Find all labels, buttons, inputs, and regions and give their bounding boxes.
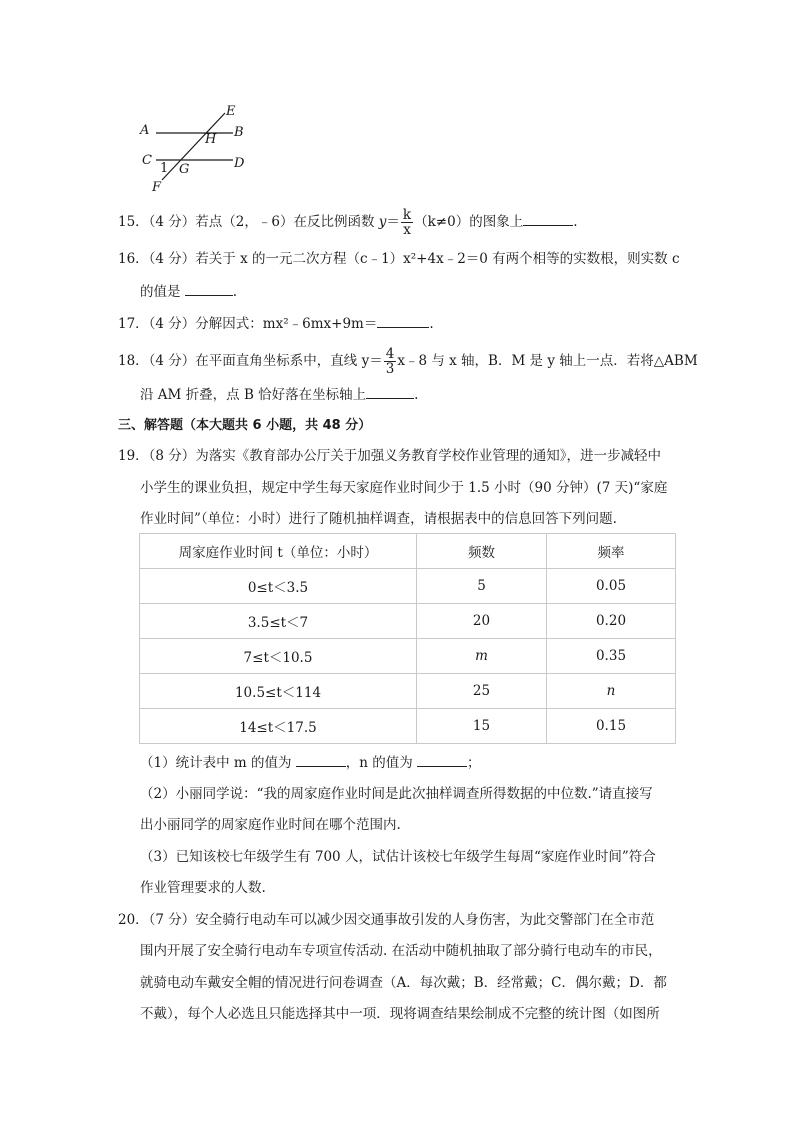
table-cell: 10.5≤t＜114: [140, 674, 417, 709]
question-15: 15．（4 分）若点（2，﹣6）在反比例函数 y＝ $\frac{k}{x}$ （k≠0）的图象上 .: [118, 207, 578, 238]
table-cell: 5: [417, 569, 547, 604]
label-angle-1: 1: [160, 161, 169, 176]
table-cell: 7≤t＜10.5: [140, 639, 417, 674]
question-16-line2: 的值是 .: [140, 281, 237, 302]
table-header-cell: 周家庭作业时间 t（单位：小时）: [140, 534, 417, 569]
table-header-row: [140, 534, 676, 569]
table-cell: 14≤t＜17.5: [140, 709, 417, 744]
question-17: 17．（4 分）分解因式：mx²﹣6mx+9m＝ .: [118, 313, 434, 334]
answer-blank-16[interactable]: [185, 281, 233, 296]
table-row: [140, 639, 676, 674]
question-19-sub3-line1: （3）已知该校七年级学生有 700 人，试估计该校七年级学生每周“家庭作业时间”符合: [140, 849, 656, 865]
question-19-sub2-line2: 出小丽同学的周家庭作业时间在哪个范围内.: [140, 817, 401, 833]
table-cell: 3.5≤t＜7: [140, 604, 417, 639]
fraction-4-over-3: $\frac{4}{3}$: [385, 346, 395, 377]
answer-blank-18[interactable]: [366, 384, 414, 399]
question-20-line4: 不戴），每个人必选且只能选择其中一项．现将调查结果绘制成不完整的统计图（如图所: [140, 1006, 660, 1022]
question-19-line2: 小学生的课业负担，规定中学生每天家庭作业时间少于 1.5 小时（90 分钟）(7 天)“家庭: [140, 480, 668, 496]
question-19-sub1: （1）统计表中 m 的值为 ，n 的值为 ；: [140, 752, 481, 773]
table-row: [140, 569, 676, 604]
label-C: C: [142, 153, 152, 168]
label-F: F: [152, 180, 162, 195]
table-row: [140, 604, 676, 639]
table-header-cell: 频率: [547, 534, 676, 569]
label-A: A: [140, 123, 150, 138]
table-row: [140, 709, 676, 744]
label-D: D: [234, 156, 245, 171]
section-header-3: 三、解答题（本大题共 6 小题，共 48 分）: [118, 418, 372, 433]
geometry-diagram: [130, 98, 260, 198]
table-cell: 0.05: [547, 569, 676, 604]
frequency-table: [139, 533, 676, 744]
fraction-k-over-x: $\frac{k}{x}$: [402, 207, 412, 238]
table-cell: n: [547, 674, 676, 709]
table-cell: 0.35: [547, 639, 676, 674]
question-20-line1: 20．（7 分）安全骑行电动车可以减少因交通事故引发的人身伤害，为此交警部门在全市范: [118, 912, 655, 928]
question-20-line2: 围内开展了安全骑行电动车专项宣传活动. 在活动中随机抽取了部分骑行电动车的市民，: [140, 943, 662, 959]
label-E: E: [226, 104, 236, 119]
table-cell: 0.15: [547, 709, 676, 744]
question-20-line3: 就骑电动车戴安全帽的情况进行问卷调查（A．每次戴；B．经常戴；C．偶尔戴；D．都: [140, 975, 667, 991]
table-row: [140, 674, 676, 709]
question-16-line1: 16．（4 分）若关于 x 的一元二次方程（c﹣1）x²+4x﹣2＝0 有两个相等的实数根，则实数 c: [118, 251, 680, 267]
table-header-cell: 频数: [417, 534, 547, 569]
question-19-sub3-line2: 作业管理要求的人数.: [140, 880, 266, 896]
label-H: H: [205, 132, 217, 147]
table-cell: 0.20: [547, 604, 676, 639]
table-cell: 15: [417, 709, 547, 744]
label-G: G: [179, 162, 190, 177]
question-18-line2: 沿 AM 折叠，点 B 恰好落在坐标轴上 .: [140, 384, 418, 405]
table-cell: 20: [417, 604, 547, 639]
answer-blank-15[interactable]: [523, 211, 573, 226]
question-19-line1: 19．（8 分）为落实《教育部办公厅关于加强义务教育学校作业管理的通知》，进一步减轻中: [118, 448, 662, 464]
answer-blank-19-m[interactable]: [296, 752, 346, 767]
answer-blank-19-n[interactable]: [417, 752, 467, 767]
question-19-sub2-line1: （2）小丽同学说：“我的周家庭作业时间是此次抽样调查所得数据的中位数.”请直接写: [140, 786, 653, 802]
table-cell: 25: [417, 674, 547, 709]
table-cell: 0≤t＜3.5: [140, 569, 417, 604]
table-cell: m: [417, 639, 547, 674]
question-18-line1: 18．（4 分）在平面直角坐标系中，直线 y＝ $\frac{4}{3}$ x﹣8 与 x 轴，B．M 是 y 轴上一点．若将△ABM: [118, 346, 698, 377]
question-19-line3: 作业时间”（单位：小时）进行了随机抽样调查，请根据表中的信息回答下列问题.: [140, 511, 617, 527]
label-B: B: [234, 125, 244, 140]
answer-blank-17[interactable]: [377, 313, 429, 328]
